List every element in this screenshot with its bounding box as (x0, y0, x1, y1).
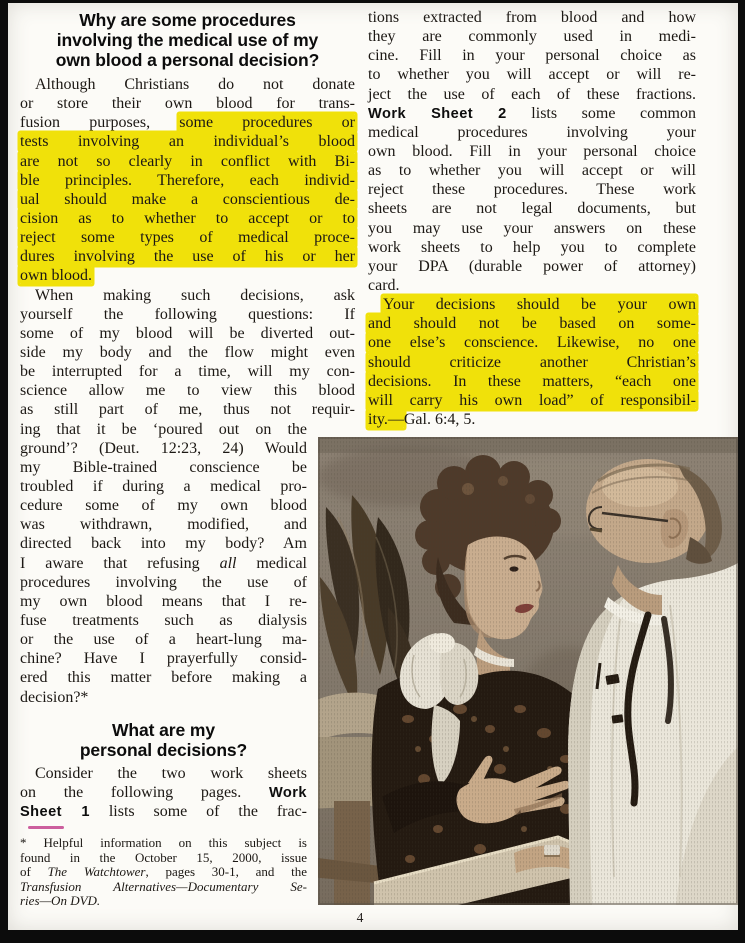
text-line (368, 314, 696, 333)
highlighted-text: and should not be based on some- (368, 315, 696, 333)
text-segment: own blood. Fill in your personal choice (368, 142, 696, 160)
text-line (20, 688, 307, 707)
highlighted-text: one else’s conscience. Likewise, no one (368, 334, 696, 352)
text-line (20, 534, 307, 553)
text-line (368, 27, 696, 46)
text-segment: found in the October 15, 2000, issue (20, 849, 307, 865)
text-segment: fuse treatments such as dialysis (20, 611, 307, 629)
text-line (368, 410, 696, 429)
text-line (368, 219, 696, 238)
highlighted-text: own blood. (20, 267, 92, 285)
text-segment: decision?* (20, 688, 89, 706)
text-segment: science allow me to view this blood (20, 382, 355, 400)
text-line (20, 247, 355, 266)
text-segment: they are commonly used in medi- (368, 28, 696, 46)
text-segment: you may use your answers on these (368, 219, 696, 237)
text-segment: reject these procedures. These work (368, 181, 696, 199)
text-line (20, 458, 307, 477)
section-heading (20, 10, 355, 70)
page-number: 4 (356, 910, 364, 925)
text-segment: card. (368, 276, 400, 294)
text-segment: procedures involving the use of (20, 573, 307, 591)
section-heading (20, 720, 307, 760)
text-segment: my Bible-trained conscience be (20, 458, 307, 476)
highlighted-text: are not so clearly in conflict with Bi- (20, 152, 355, 170)
text-segment: Work (268, 784, 307, 801)
text-line (20, 515, 307, 534)
text-segment: some of my blood will be diverted out- (20, 324, 355, 342)
footnote-line (20, 865, 307, 880)
text-line (20, 573, 307, 592)
highlighted-text: ity.— (368, 410, 404, 428)
text-line (368, 372, 696, 391)
text-segment: lists some common (506, 104, 696, 122)
text-segment: Consider the two work sheets (35, 764, 307, 782)
text-line (368, 46, 696, 65)
highlighted-text: should criticize another Christian’s (368, 353, 696, 371)
text-segment: or store their own blood for trans- (20, 95, 355, 113)
text-segment: cedure some of my own blood (20, 497, 307, 515)
text-segment: When making such decisions, ask (35, 286, 355, 304)
text-segment: be interrupted for a time, will my con- (20, 363, 355, 381)
text-line (368, 65, 696, 84)
text-line (20, 152, 355, 171)
text-line (20, 611, 307, 630)
text-line (20, 783, 307, 802)
text-line (20, 630, 307, 649)
text-line (20, 132, 355, 151)
text-line (20, 400, 355, 419)
text-segment: sheets are not legal documents, but (368, 200, 696, 218)
highlighted-text: ble principles. Therefore, each individ- (20, 171, 355, 189)
text-segment: ered this matter before making a (20, 669, 307, 687)
text-line (20, 75, 355, 94)
text-segment: tions extracted from blood and how (368, 9, 696, 26)
text-line (368, 257, 696, 276)
doctor-patient-photo (318, 437, 738, 905)
text-line (368, 353, 696, 372)
text-segment: ject the use of each of these fractions. (368, 85, 696, 103)
text-line (20, 286, 355, 305)
text-segment: Work Sheet 2 (368, 105, 507, 122)
text-segment: was withdrawn, modified, and (20, 516, 307, 534)
heading-line: What are my (112, 719, 215, 740)
footnote-line (20, 836, 307, 851)
text-line (20, 420, 307, 439)
text-line (368, 295, 696, 314)
text-line (20, 554, 307, 573)
text-line (20, 802, 307, 821)
left-column (20, 10, 355, 909)
text-segment: your DPA (durable power of attorney) (368, 257, 696, 275)
text-line (20, 477, 307, 496)
heading-line: own blood a personal decision? (55, 50, 320, 70)
text-segment: lists some of the frac- (89, 802, 308, 820)
text-line (368, 142, 696, 161)
text-segment: of (20, 864, 48, 880)
text-segment: Sheet 1 (20, 803, 90, 820)
photo (318, 437, 738, 905)
text-segment: side my body and the flow might even (20, 343, 355, 361)
text-segment: ing that it be ‘poured out on the (20, 420, 307, 438)
highlighted-text: reject some types of medical proce- (20, 229, 355, 247)
text-segment: my own blood means that I re- (20, 592, 307, 610)
text-line (20, 113, 355, 132)
highlighted-text: dures involving the use of his or her (20, 248, 355, 266)
text-line (20, 171, 355, 190)
text-segment: work sheets to help you to complete (368, 238, 696, 256)
footnote-line (20, 880, 307, 895)
highlighted-text: cision as to whether to accept or to (20, 209, 355, 227)
text-segment: Transfusion Alternatives—Documentary Se- (20, 878, 307, 894)
right-column (368, 8, 696, 429)
text-segment: fusion purposes, (20, 114, 180, 132)
highlighted-text: some procedures or (179, 114, 355, 132)
text-segment: Although Christians do not donate (35, 76, 355, 93)
text-line (20, 439, 307, 458)
heading-line: involving the medical use of my (56, 30, 319, 50)
highlighted-text: tests involving an individual’s blood (20, 133, 355, 151)
text-segment: yourself the following questions: If (20, 305, 355, 323)
text-line (20, 324, 355, 343)
text-line (20, 305, 355, 324)
heading-line: personal decisions? (79, 739, 248, 760)
text-line (368, 8, 696, 27)
text-line (368, 104, 696, 123)
text-segment: The Watchtower (47, 864, 146, 880)
text-line (368, 199, 696, 218)
halftone-overlay (318, 437, 738, 905)
text-segment: Gal. 6:4, 5. (403, 410, 476, 428)
text-line (20, 209, 355, 228)
text-line (368, 85, 696, 104)
text-segment: ries—On DVD. (20, 893, 101, 909)
text-segment: or the use of a heart-lung ma- (20, 631, 307, 649)
highlighted-text: will carry his own load” of responsibil- (368, 391, 696, 409)
text-segment: all (219, 554, 237, 572)
text-line (20, 190, 355, 209)
text-line (368, 180, 696, 199)
text-line (20, 266, 355, 285)
text-line (20, 649, 307, 668)
text-segment: ground’? (Deut. 12:23, 24) Would (20, 439, 307, 457)
text-segment: directed back into my body? Am (20, 535, 307, 553)
text-line (368, 238, 696, 257)
text-segment: to whether you will accept or will re- (368, 66, 696, 84)
heading-line: Why are some procedures (79, 10, 296, 30)
text-line (368, 276, 696, 295)
highlighted-text: ual should make a conscientious de- (20, 190, 355, 208)
text-segment: cine. Fill in your personal choice as (368, 47, 696, 65)
text-segment: * Helpful information on this subject is (20, 835, 307, 851)
text-segment: medical (236, 554, 307, 572)
highlighted-text: Your decisions should be your own (383, 296, 696, 314)
text-line (20, 381, 355, 400)
text-segment: I aware that refusing (20, 554, 220, 572)
text-line (368, 123, 696, 142)
text-segment: , pages 30-1, and the (145, 864, 307, 880)
text-segment: as to whether you will accept or will (368, 162, 696, 180)
text-line (20, 764, 307, 783)
text-line (20, 668, 307, 687)
text-line (368, 391, 696, 410)
text-line (20, 343, 355, 362)
text-line (368, 161, 696, 180)
footnote-line (20, 851, 307, 866)
text-line (20, 592, 307, 611)
text-line (20, 496, 307, 515)
text-line (20, 94, 355, 113)
highlighted-text: decisions. In these matters, “each one (368, 372, 696, 390)
text-line (20, 362, 355, 381)
footnote-line (20, 894, 307, 909)
footnote-rule (28, 826, 64, 829)
text-line (20, 228, 355, 247)
text-segment: chine? Have I prayerfully consid- (20, 650, 307, 668)
text-line (368, 333, 696, 352)
text-segment: as still part of me, thus not requir- (20, 401, 355, 419)
text-segment: medical procedures involving your (368, 123, 696, 141)
text-segment: troubled if during a medical pro- (20, 477, 307, 495)
text-segment: on the following pages. (20, 783, 269, 801)
